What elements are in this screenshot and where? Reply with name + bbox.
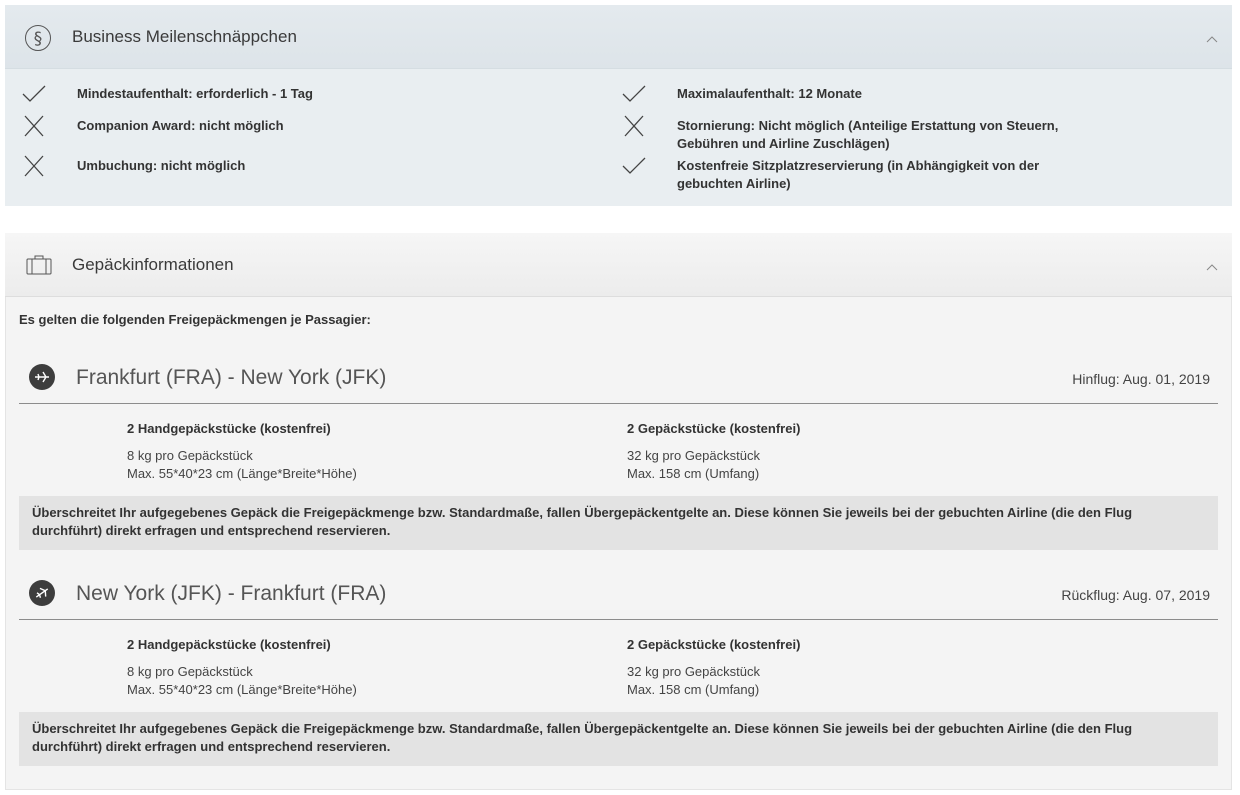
paragraph-icon: [24, 24, 52, 52]
cross-icon: [622, 115, 646, 137]
cross-icon: [22, 155, 46, 177]
divider: [19, 619, 1218, 620]
condition-item: Kostenfreie Sitzplatzreservierung (in Abhängigkeit von der gebuchten Airline): [622, 155, 1182, 195]
flight-route: Frankfurt (FRA) - New York (JFK): [76, 366, 387, 389]
hand-baggage-info: 2 Handgepäckstücke (kostenfrei) 8 kg pro Gepäckstück Max. 55*40*23 cm (Länge*Breite*Höhe): [127, 421, 357, 481]
baggage-panel-title: Gepäckinformationen: [72, 255, 234, 274]
divider: [19, 403, 1218, 404]
chevron-up-icon[interactable]: [1206, 263, 1218, 271]
flight-date: Rückflug: Aug. 07, 2019: [1061, 587, 1210, 603]
hand-baggage-info: 2 Handgepäckstücke (kostenfrei) 8 kg pro Gepäckstück Max. 55*40*23 cm (Länge*Breite*Höhe): [127, 637, 357, 697]
condition-item: Mindestaufenthalt: erforderlich - 1 Tag: [22, 83, 582, 107]
conditions-panel-header[interactable]: [5, 5, 1232, 69]
plane-departure-icon: [29, 364, 55, 390]
svg-text:§: §: [33, 29, 43, 49]
checked-baggage-info: 2 Gepäckstücke (kostenfrei) 32 kg pro Gepäckstück Max. 158 cm (Umfang): [627, 637, 801, 697]
check-icon: [622, 83, 646, 105]
checked-baggage-info: 2 Gepäckstücke (kostenfrei) 32 kg pro Gepäckstück Max. 158 cm (Umfang): [627, 421, 801, 481]
cross-icon: [22, 115, 46, 137]
chevron-up-icon[interactable]: [1206, 35, 1218, 43]
plane-arrival-icon: [29, 580, 55, 606]
check-icon: [622, 155, 646, 177]
conditions-panel: [5, 5, 1232, 206]
flight-return: [19, 580, 1218, 770]
condition-item: Maximalaufenthalt: 12 Monate: [622, 83, 1182, 107]
excess-baggage-notice: Überschreitet Ihr aufgegebenes Gepäck die Freigepäckmenge bzw. Standardmaße, fallen Übergepäckentgelte an. Diese können Sie jeweils bei der gebuchten Airline (die den Flug durchführt) direkt erfragen und entsprechend reservieren.: [19, 712, 1218, 766]
condition-item: Companion Award: nicht möglich: [22, 115, 582, 139]
condition-item: Umbuchung: nicht möglich: [22, 155, 582, 179]
baggage-panel: [5, 233, 1232, 790]
flight-date: Hinflug: Aug. 01, 2019: [1072, 371, 1210, 387]
flight-route: New York (JFK) - Frankfurt (FRA): [76, 582, 387, 605]
conditions-panel-title: Business Meilenschnäppchen: [72, 27, 297, 46]
condition-item: Stornierung: Nicht möglich (Anteilige Erstattung von Steuern, Gebühren und Airline Zuschlägen): [622, 115, 1182, 155]
baggage-intro: Es gelten die folgenden Freigepäckmengen je Passagier:: [19, 312, 371, 327]
suitcase-icon: [25, 251, 53, 279]
baggage-panel-header[interactable]: [5, 233, 1232, 297]
check-icon: [22, 83, 46, 105]
excess-baggage-notice: Überschreitet Ihr aufgegebenes Gepäck die Freigepäckmenge bzw. Standardmaße, fallen Übergepäckentgelte an. Diese können Sie jeweils bei der gebuchten Airline (die den Flug durchführt) direkt erfragen und entsprechend reservieren.: [19, 496, 1218, 550]
flight-outbound: [19, 364, 1218, 554]
